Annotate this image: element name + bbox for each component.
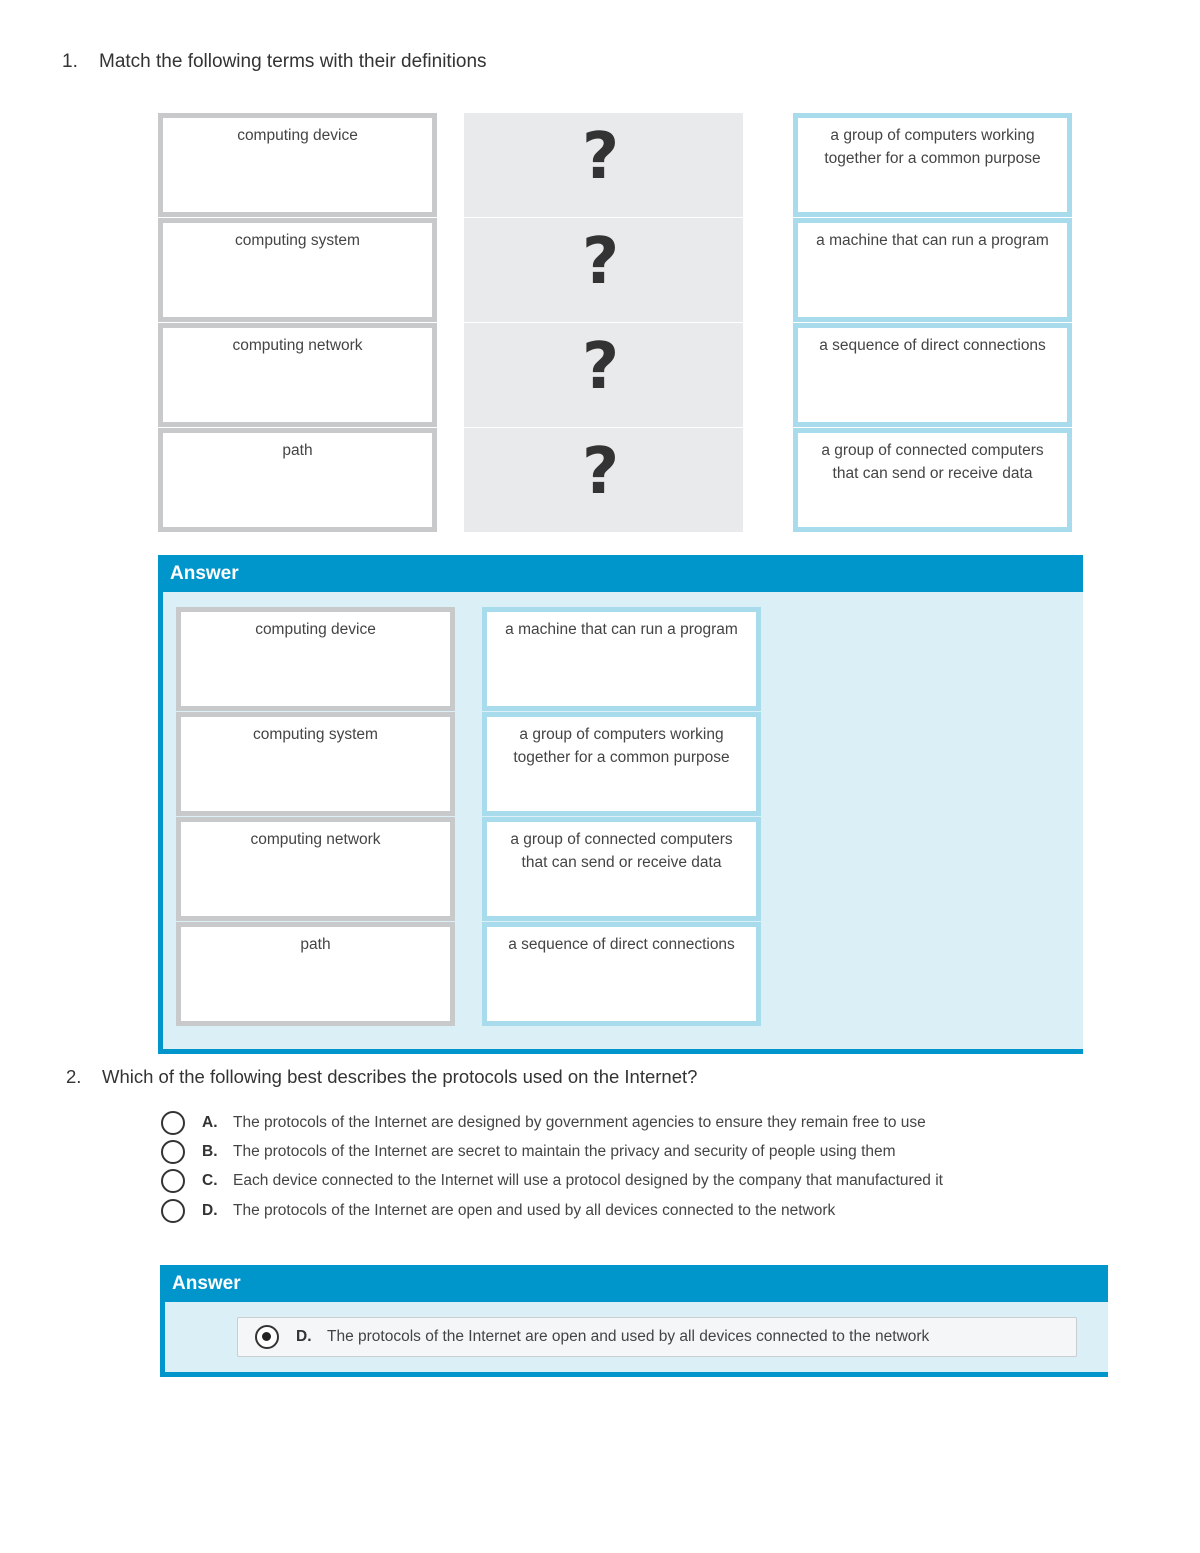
question-mark-icon: ? xyxy=(581,435,620,509)
drop-target-2[interactable] xyxy=(464,218,743,322)
option-text: Each device connected to the Internet will use a protocol designed by the company that manufactured it xyxy=(233,1172,943,1189)
question-mark-icon: ? xyxy=(581,225,620,299)
option-a[interactable] xyxy=(161,1110,926,1136)
answer-label: Answer xyxy=(172,1273,241,1294)
drop-target-3[interactable] xyxy=(464,323,743,427)
question-mark-icon: ? xyxy=(581,120,620,194)
radio-selected-icon xyxy=(255,1325,279,1349)
drop-target-1[interactable] xyxy=(464,113,743,217)
answer-label: Answer xyxy=(170,563,239,584)
option-b[interactable] xyxy=(161,1139,896,1165)
option-text: The protocols of the Internet are open and used by all devices connected to the network xyxy=(233,1202,836,1219)
term-box-1[interactable]: computing device xyxy=(158,113,437,217)
question-1-number: 1. xyxy=(62,51,78,72)
option-letter: A. xyxy=(202,1114,218,1131)
option-letter: D. xyxy=(296,1328,312,1345)
radio-button-icon[interactable] xyxy=(161,1140,185,1164)
term-box-2[interactable]: computing system xyxy=(158,218,437,322)
term-box-4[interactable]: path xyxy=(158,428,437,532)
option-letter: D. xyxy=(202,1202,218,1219)
answer-term-3: computing network xyxy=(176,817,455,921)
answer-term-4: path xyxy=(176,922,455,1026)
option-c[interactable] xyxy=(161,1168,943,1194)
definition-box-1[interactable]: a group of computers working together for a common purpose xyxy=(793,113,1072,217)
answer-definition-1: a machine that can run a program xyxy=(482,607,761,711)
definition-box-3[interactable]: a sequence of direct connections xyxy=(793,323,1072,427)
question-2-number: 2. xyxy=(66,1066,82,1087)
drop-target-4[interactable] xyxy=(464,428,743,532)
definition-box-4[interactable]: a group of connected computers that can send or receive data xyxy=(793,428,1072,532)
question-2-title xyxy=(66,1066,697,1088)
answer-term-1: computing device xyxy=(176,607,455,711)
answer-header xyxy=(163,555,1083,592)
answer-header xyxy=(165,1265,1108,1302)
answer-definition-3: a group of connected computers that can send or receive data xyxy=(482,817,761,921)
option-text: The protocols of the Internet are designed by government agencies to ensure they remain free to use xyxy=(233,1114,926,1131)
radio-button-icon[interactable] xyxy=(161,1111,185,1135)
selected-answer-option xyxy=(237,1317,1077,1357)
answer-term-2: computing system xyxy=(176,712,455,816)
option-letter: B. xyxy=(202,1143,218,1160)
question-1-title xyxy=(62,51,487,73)
answer-definition-4: a sequence of direct connections xyxy=(482,922,761,1026)
option-d[interactable] xyxy=(161,1198,835,1224)
answer-definition-2: a group of computers working together for a common purpose xyxy=(482,712,761,816)
definition-box-2[interactable]: a machine that can run a program xyxy=(793,218,1072,322)
option-text: The protocols of the Internet are secret to maintain the privacy and security of people using them xyxy=(233,1143,896,1160)
question-2-prompt: Which of the following best describes the protocols used on the Internet? xyxy=(102,1066,698,1087)
radio-button-icon[interactable] xyxy=(161,1199,185,1223)
radio-button-icon[interactable] xyxy=(161,1169,185,1193)
term-box-3[interactable]: computing network xyxy=(158,323,437,427)
option-text: The protocols of the Internet are open and used by all devices connected to the network xyxy=(327,1328,930,1345)
question-1-prompt: Match the following terms with their definitions xyxy=(99,51,487,72)
option-letter: C. xyxy=(202,1172,218,1189)
question-mark-icon: ? xyxy=(581,330,620,404)
